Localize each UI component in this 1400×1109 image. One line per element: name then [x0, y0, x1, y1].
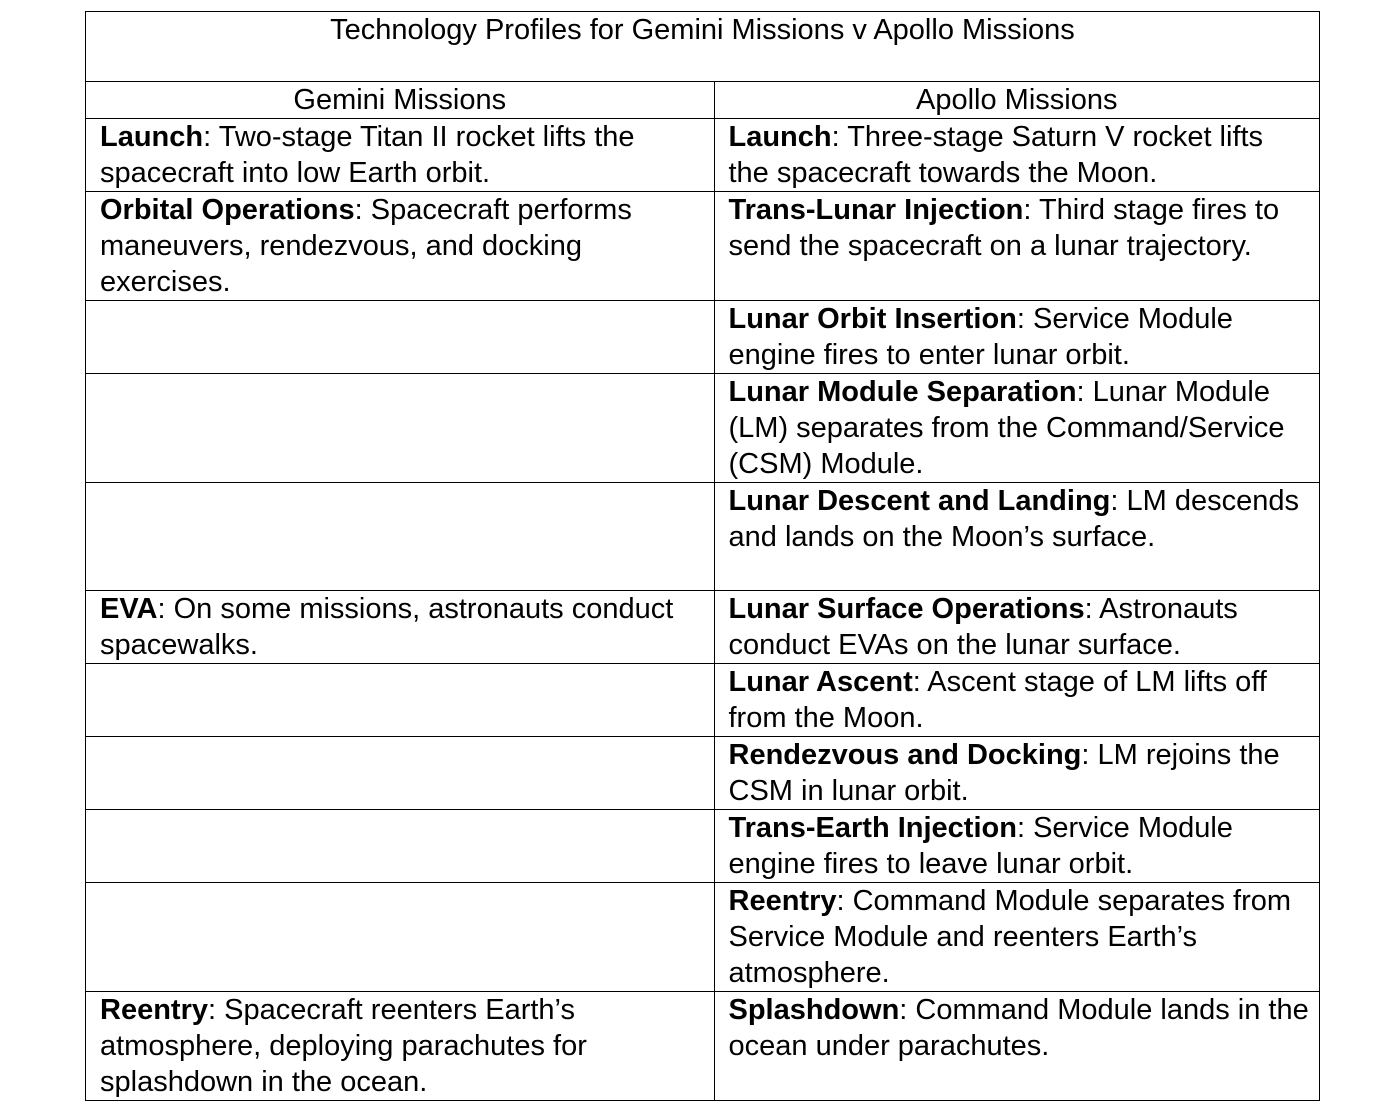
- gemini-cell: [86, 992, 715, 1101]
- gemini-term: EVA: [100, 593, 158, 625]
- table-row: [86, 992, 1320, 1101]
- apollo-term: Launch: [728, 121, 832, 153]
- apollo-term: Splashdown: [728, 994, 900, 1026]
- table-row: [86, 664, 1320, 737]
- apollo-cell: [714, 883, 1320, 992]
- apollo-term: Trans-Earth Injection: [728, 812, 1017, 844]
- apollo-term: Lunar Ascent: [728, 666, 913, 698]
- gemini-cell: [86, 192, 715, 301]
- gemini-term: Reentry: [100, 994, 208, 1026]
- gemini-cell: [86, 119, 715, 192]
- apollo-term: Lunar Surface Operations: [728, 593, 1085, 625]
- gemini-term: Orbital Operations: [100, 194, 355, 226]
- apollo-description: : Three-stage Saturn V rocket lifts the spacecraft towards the Moon.: [728, 121, 1264, 189]
- gemini-description: : On some missions, astronauts conduct spacewalks.: [100, 593, 674, 661]
- table-row: [86, 483, 1320, 591]
- apollo-cell: [714, 301, 1320, 374]
- apollo-description: : LM descends and lands on the Moon’s surface.: [728, 485, 1299, 553]
- gemini-cell: [86, 591, 715, 664]
- apollo-cell: [714, 591, 1320, 664]
- gemini-cell: [86, 483, 715, 591]
- table-row: [86, 374, 1320, 483]
- apollo-term: Lunar Module Separation: [728, 376, 1077, 408]
- apollo-description: : Third stage fires to send the spacecraft on a lunar trajectory.: [728, 194, 1280, 262]
- gemini-term: Launch: [100, 121, 204, 153]
- table-row: [86, 883, 1320, 992]
- apollo-cell: [714, 664, 1320, 737]
- gemini-cell: [86, 737, 715, 810]
- gemini-cell: [86, 883, 715, 992]
- table-title: Technology Profiles for Gemini Missions v Apollo Missions: [86, 12, 1320, 82]
- apollo-cell: [714, 483, 1320, 591]
- gemini-cell: [86, 374, 715, 483]
- technology-profiles-table: [85, 11, 1320, 1101]
- apollo-term: Lunar Descent and Landing: [728, 485, 1111, 517]
- apollo-cell: [714, 192, 1320, 301]
- apollo-term: Lunar Orbit Insertion: [728, 303, 1017, 335]
- apollo-description: : Command Module lands in the ocean under parachutes.: [728, 994, 1309, 1062]
- gemini-cell: [86, 664, 715, 737]
- apollo-description: : Command Module separates from Service Module and reenters Earth’s atmosphere.: [728, 885, 1292, 989]
- apollo-description: : Service Module engine fires to leave lunar orbit.: [728, 812, 1233, 880]
- table-row: [86, 591, 1320, 664]
- table-row: [86, 119, 1320, 192]
- apollo-cell: [714, 810, 1320, 883]
- apollo-cell: [714, 737, 1320, 810]
- gemini-description: : Spacecraft performs maneuvers, rendezvous, and docking exercises.: [100, 194, 632, 298]
- table-row: [86, 810, 1320, 883]
- table-row: [86, 301, 1320, 374]
- apollo-term: Reentry: [728, 885, 837, 917]
- gemini-cell: [86, 301, 715, 374]
- gemini-description: : Spacecraft reenters Earth’s atmosphere, deploying parachutes for splashdown in the ocean.: [100, 994, 587, 1098]
- apollo-cell: [714, 119, 1320, 192]
- apollo-cell: [714, 992, 1320, 1101]
- apollo-term: Rendezvous and Docking: [728, 739, 1082, 771]
- apollo-term: Trans-Lunar Injection: [728, 194, 1024, 226]
- apollo-cell: [714, 374, 1320, 483]
- apollo-description: : Astronauts conduct EVAs on the lunar surface.: [728, 593, 1238, 661]
- apollo-description: : Lunar Module (LM) separates from the Command/Service (CSM) Module.: [728, 376, 1285, 480]
- table-row: [86, 737, 1320, 810]
- column-header-apollo: Apollo Missions: [714, 82, 1320, 119]
- column-header-gemini: Gemini Missions: [86, 82, 715, 119]
- gemini-cell: [86, 810, 715, 883]
- apollo-description: : Ascent stage of LM lifts off from the Moon.: [728, 666, 1267, 734]
- gemini-description: : Two-stage Titan II rocket lifts the spacecraft into low Earth orbit.: [100, 121, 635, 189]
- apollo-description: : LM rejoins the CSM in lunar orbit.: [728, 739, 1280, 807]
- table-row: [86, 192, 1320, 301]
- apollo-description: : Service Module engine fires to enter lunar orbit.: [728, 303, 1233, 371]
